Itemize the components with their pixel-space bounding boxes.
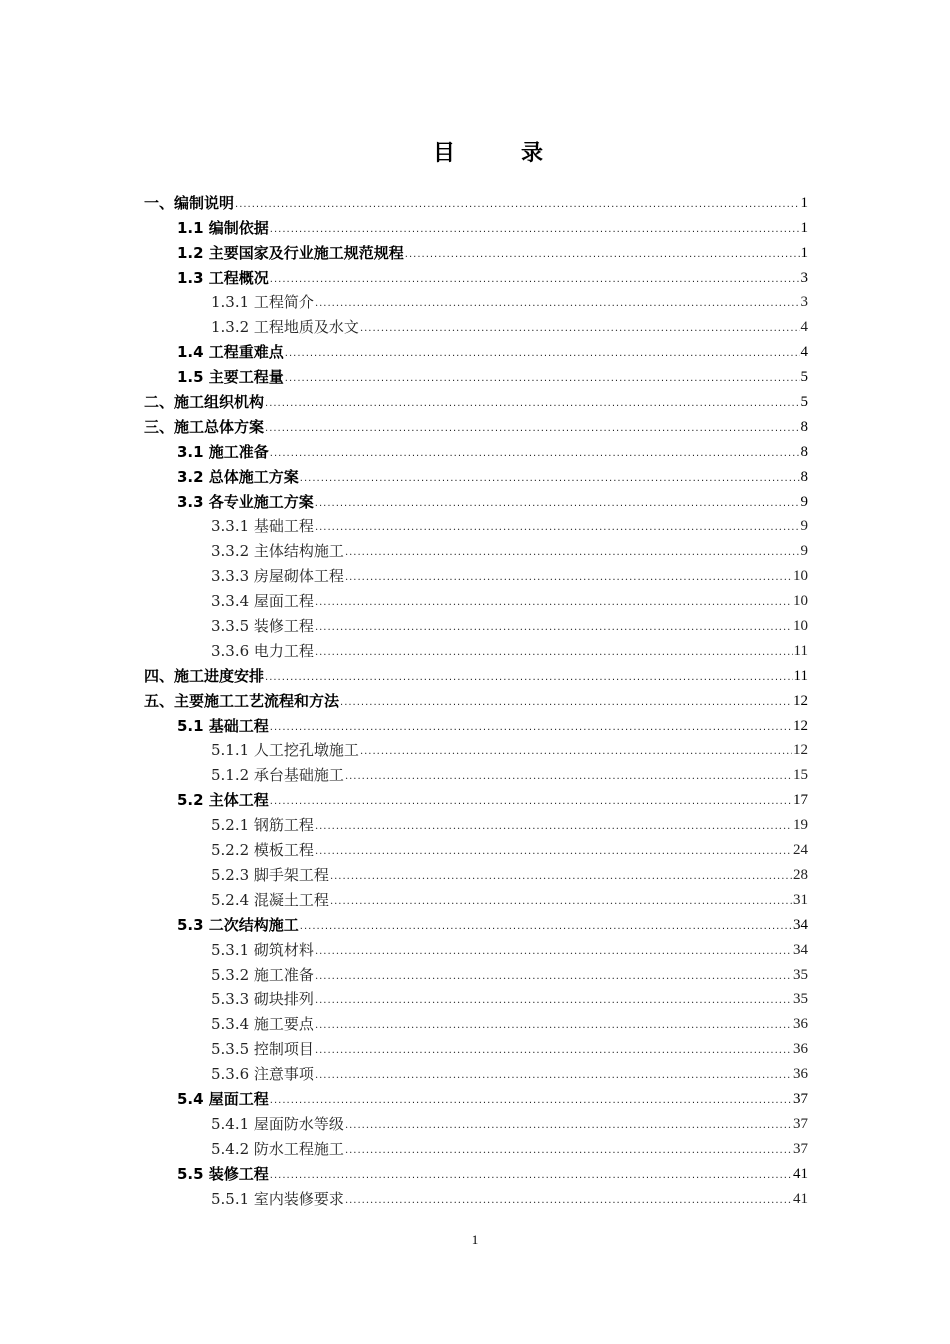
toc-entry-label: 3.3.1 基础工程	[211, 517, 314, 536]
toc-entry[interactable]	[144, 586, 808, 611]
toc-dot-leader	[360, 744, 792, 760]
toc-entry-label: 1.3.2 工程地质及水文	[211, 318, 359, 337]
toc-entry[interactable]	[144, 561, 808, 586]
toc-entry-page: 10	[793, 593, 808, 610]
toc-entry[interactable]	[144, 263, 808, 288]
toc-entry-label: 5.5 装修工程	[177, 1164, 269, 1183]
toc-entry-label: 一、编制说明	[144, 193, 235, 212]
toc-entry-label: 3.3.4 屋面工程	[211, 592, 314, 611]
toc-dot-leader	[345, 1143, 792, 1159]
toc-entry-page: 24	[793, 842, 808, 859]
toc-dot-leader	[315, 993, 792, 1009]
toc-entry-label: 5.3 二次结构施工	[177, 915, 299, 934]
toc-entry-label: 1.3.1 工程简介	[211, 293, 314, 312]
toc-entry-page: 8	[800, 418, 808, 435]
toc-entry-page: 5	[800, 394, 808, 411]
toc-entry[interactable]	[144, 512, 808, 537]
toc-entry-page: 35	[793, 966, 808, 983]
toc-entry[interactable]	[144, 760, 808, 785]
toc-entry[interactable]	[144, 337, 808, 362]
toc-entry[interactable]	[144, 935, 808, 960]
toc-entry-page: 36	[793, 1041, 808, 1058]
toc-entry-label: 1.3 工程概况	[177, 268, 269, 287]
toc-entry-label: 3.3 各专业施工方案	[177, 492, 314, 511]
toc-dot-leader	[265, 670, 793, 686]
toc-entry[interactable]	[144, 785, 808, 810]
toc-entry[interactable]	[144, 288, 808, 313]
toc-entry-label: 5.3.3 砌块排列	[211, 990, 314, 1009]
toc-entry[interactable]	[144, 462, 808, 487]
toc-entry-page: 3	[800, 269, 808, 286]
toc-entry[interactable]	[144, 238, 808, 263]
toc-entry-page: 10	[793, 618, 808, 635]
toc-dot-leader	[270, 222, 800, 238]
toc-entry-page: 19	[793, 817, 808, 834]
toc-entry[interactable]	[144, 213, 808, 238]
toc-entry[interactable]	[144, 1059, 808, 1084]
toc-entry-label: 3.2 总体施工方案	[177, 467, 299, 486]
toc-entry[interactable]	[144, 885, 808, 910]
toc-entry-page: 11	[793, 667, 808, 684]
toc-entry-page: 36	[793, 1066, 808, 1083]
toc-entry-label: 3.3.2 主体结构施工	[211, 542, 344, 561]
toc-dot-leader	[315, 1043, 792, 1059]
toc-title: 目 录	[432, 141, 565, 166]
toc-entry-page: 36	[793, 1016, 808, 1033]
toc-entry-label: 5.2.4 混凝土工程	[211, 890, 329, 909]
table-of-contents	[144, 188, 808, 1209]
toc-dot-leader	[345, 769, 792, 785]
toc-dot-leader	[315, 944, 792, 960]
toc-entry[interactable]	[144, 1134, 808, 1159]
toc-entry[interactable]	[144, 1034, 808, 1059]
toc-entry[interactable]	[144, 910, 808, 935]
toc-entry-label: 1.5 主要工程量	[177, 368, 284, 387]
toc-dot-leader	[265, 396, 799, 412]
toc-dot-leader	[300, 919, 792, 935]
toc-entry-label: 1.2 主要国家及行业施工规范规程	[177, 243, 404, 262]
toc-entry[interactable]	[144, 487, 808, 512]
toc-entry[interactable]	[144, 611, 808, 636]
toc-entry[interactable]	[144, 736, 808, 761]
toc-entry-label: 1.1 编制依据	[177, 218, 269, 237]
toc-dot-leader	[315, 645, 793, 661]
toc-entry[interactable]	[144, 960, 808, 985]
toc-entry-label: 二、施工组织机构	[144, 393, 265, 412]
toc-dot-leader	[235, 197, 799, 213]
toc-entry[interactable]	[144, 312, 808, 337]
toc-entry-label: 3.1 施工准备	[177, 442, 269, 461]
toc-entry[interactable]	[144, 835, 808, 860]
toc-entry-page: 9	[800, 518, 808, 535]
toc-entry-label: 5.3.2 施工准备	[211, 965, 314, 984]
toc-entry[interactable]	[144, 661, 808, 686]
toc-dot-leader	[315, 1018, 792, 1034]
toc-entry-label: 5.3.4 施工要点	[211, 1015, 314, 1034]
toc-dot-leader	[265, 421, 799, 437]
toc-entry-page: 5	[800, 369, 808, 386]
toc-entry-page: 37	[793, 1140, 808, 1157]
toc-entry-label: 5.3.1 砌筑材料	[211, 940, 314, 959]
toc-entry-label: 五、主要施工工艺流程和方法	[144, 691, 340, 710]
toc-dot-leader	[270, 720, 792, 736]
toc-dot-leader	[270, 446, 800, 462]
toc-entry-page: 11	[793, 642, 808, 659]
toc-dot-leader	[270, 1093, 792, 1109]
toc-entry-page: 4	[800, 344, 808, 361]
toc-entry-label: 5.1.1 人工挖孔墩施工	[211, 741, 359, 760]
toc-entry-label: 5.5.1 室内装修要求	[211, 1189, 344, 1208]
toc-entry[interactable]	[144, 636, 808, 661]
toc-entry[interactable]	[144, 1109, 808, 1134]
toc-dot-leader	[300, 471, 800, 487]
toc-entry-page: 12	[793, 717, 808, 734]
toc-entry-page: 1	[800, 219, 808, 236]
toc-entry[interactable]	[144, 362, 808, 387]
toc-entry-page: 10	[793, 568, 808, 585]
toc-entry-label: 3.3.3 房屋砌体工程	[211, 567, 344, 586]
toc-entry-label: 1.4 工程重难点	[177, 343, 284, 362]
toc-entry-page: 8	[800, 443, 808, 460]
toc-dot-leader	[405, 247, 800, 263]
toc-entry-page: 34	[793, 916, 808, 933]
toc-entry-page: 35	[793, 991, 808, 1008]
page-number: 1	[471, 1232, 479, 1247]
toc-dot-leader	[330, 894, 792, 910]
toc-entry[interactable]	[144, 1084, 808, 1109]
toc-entry[interactable]	[144, 412, 808, 437]
toc-entry[interactable]	[144, 985, 808, 1010]
toc-dot-leader	[330, 869, 792, 885]
toc-dot-leader	[315, 496, 800, 512]
toc-entry-label: 5.4.2 防水工程施工	[211, 1139, 344, 1158]
toc-dot-leader	[270, 794, 792, 810]
toc-dot-leader	[315, 844, 792, 860]
toc-entry-label: 四、施工进度安排	[144, 666, 265, 685]
toc-dot-leader	[345, 545, 800, 561]
toc-entry[interactable]	[144, 711, 808, 736]
toc-entry-page: 8	[800, 468, 808, 485]
toc-entry[interactable]	[144, 437, 808, 462]
toc-entry-page: 1	[800, 244, 808, 261]
toc-dot-leader	[315, 969, 792, 985]
toc-entry-page: 37	[793, 1115, 808, 1132]
toc-entry-label: 5.2 主体工程	[177, 791, 269, 810]
toc-entry-page: 28	[793, 866, 808, 883]
toc-dot-leader	[345, 1193, 792, 1209]
toc-entry-label: 5.3.6 注意事项	[211, 1065, 314, 1084]
toc-entry-page: 15	[793, 767, 808, 784]
toc-entry-page: 4	[800, 319, 808, 336]
toc-entry-page: 9	[800, 493, 808, 510]
toc-dot-leader	[315, 520, 800, 536]
toc-entry[interactable]	[144, 860, 808, 885]
toc-entry-page: 1	[800, 194, 808, 211]
toc-dot-leader	[285, 346, 800, 362]
toc-entry-page: 3	[800, 294, 808, 311]
toc-entry-page: 17	[793, 792, 808, 809]
toc-dot-leader	[345, 570, 792, 586]
toc-entry-page: 34	[793, 941, 808, 958]
toc-entry-label: 三、施工总体方案	[144, 417, 265, 436]
toc-entry-page: 9	[800, 543, 808, 560]
toc-dot-leader	[345, 1118, 792, 1134]
toc-entry-label: 3.3.6 电力工程	[211, 641, 314, 660]
toc-entry-page: 37	[793, 1090, 808, 1107]
toc-entry-label: 5.4.1 屋面防水等级	[211, 1114, 344, 1133]
toc-entry-label: 5.2.2 模板工程	[211, 841, 314, 860]
toc-entry[interactable]	[144, 810, 808, 835]
toc-entry-label: 3.3.5 装修工程	[211, 617, 314, 636]
toc-entry-page: 12	[793, 692, 808, 709]
toc-dot-leader	[315, 296, 800, 312]
toc-entry-page: 12	[793, 742, 808, 759]
toc-entry[interactable]	[144, 1184, 808, 1209]
toc-dot-leader	[315, 1068, 792, 1084]
toc-entry[interactable]	[144, 1159, 808, 1184]
toc-entry[interactable]	[144, 686, 808, 711]
toc-dot-leader	[360, 321, 800, 337]
toc-entry-label: 5.2.1 钢筋工程	[211, 816, 314, 835]
toc-entry-label: 5.1.2 承台基础施工	[211, 766, 344, 785]
toc-dot-leader	[315, 595, 792, 611]
toc-entry-page: 41	[793, 1190, 808, 1207]
toc-entry[interactable]	[144, 536, 808, 561]
toc-dot-leader	[285, 371, 800, 387]
toc-entry-label: 5.4 屋面工程	[177, 1089, 269, 1108]
toc-dot-leader	[270, 272, 800, 288]
toc-entry-label: 5.2.3 脚手架工程	[211, 865, 329, 884]
toc-dot-leader	[270, 1168, 792, 1184]
toc-dot-leader	[340, 695, 792, 711]
toc-dot-leader	[315, 819, 792, 835]
toc-entry-label: 5.1 基础工程	[177, 716, 269, 735]
toc-entry[interactable]	[144, 387, 808, 412]
toc-entry[interactable]	[144, 188, 808, 213]
toc-entry-page: 31	[793, 891, 808, 908]
toc-entry-page: 41	[793, 1165, 808, 1182]
toc-entry-label: 5.3.5 控制项目	[211, 1040, 314, 1059]
toc-dot-leader	[315, 620, 792, 636]
toc-entry[interactable]	[144, 1009, 808, 1034]
